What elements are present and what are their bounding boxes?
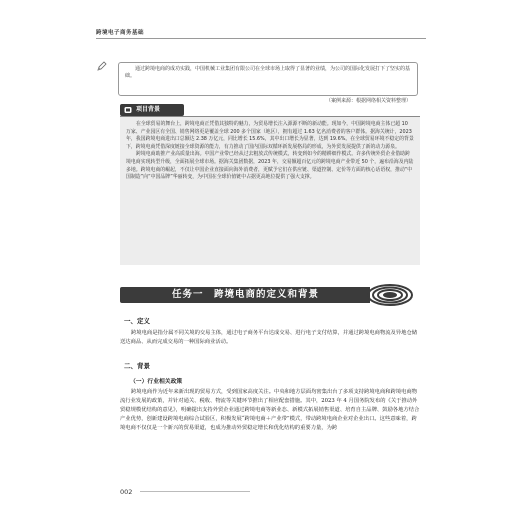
project-background-badge [120, 104, 184, 116]
policy-paragraph: 跨境电商作为近年来新出现的贸易方式，受到国家高度关注。中央和地方层面均密集出台了多项支持跨境电商和跨境电商物流行业发展的政策，并针对通关、税收、物流等关键环节推出了相应配套措施。其中，2023 年 4 月国务院发布的《关于推动外贸稳规模优结构的意见》，明确提出支持外贸企业通过跨境电商等新业态、新模式拓展销售渠道、培育自主品牌、鼓励各地方结合产业优势，创新建设跨境电商综合试验区，积极发展“跨境电商＋产业带”模式，带动跨境电商企业对企业出口。这些意味着，跨境电商不仅仅是一个新兴的贸易渠道，也成为推动外贸稳定增长和优化结构的重要力量，为跨 [120, 389, 420, 431]
case-quote-text: 通过跨境电商的成功实践，中国机械工业集团有限公司在全球市场上取得了显著的业绩，为公司的国际化发展打下了坚实的基础。 [125, 66, 411, 79]
page-number: 002 [120, 488, 133, 496]
background-paragraph: 在全球贸易的舞台上，跨境电商正凭借其独特的魅力，为贸易增长注入源源不断的新动能。现如今，中国跨境电商主体已超 10 万家、产业园区有全国、销售网络更是覆盖全球 200 多个国家（地区），拥有超过 1.63 亿名消费者的客户群体。据海关统计，2023 年，我国跨境电商进出口总额达 2.38 万亿元，同比增长 15.6%，其中出口增长为显著，达到 19.6%。在全球贸易环境不稳定的背景下，跨境电商凭借深度链接全球资源的能力，有力推动了国内国际双循环新发展格局的形成，为外贸发展提供了新的动力源泉。 [126, 121, 414, 150]
case-source: （案例来源：根据网络相关资料整理） [325, 98, 411, 104]
case-quote-box [118, 62, 418, 104]
badge-label: 项目背景 [136, 106, 161, 113]
flag-icon [124, 106, 132, 114]
section-heading-background: 二、背景 [124, 362, 150, 370]
header-rule [96, 38, 426, 39]
task-heading-bar [120, 283, 420, 305]
subsection-heading-policy: （一）行业相关政策 [130, 379, 183, 385]
background-paragraph: 跨境电商助推产业高质量出海。中国产业带已经从过去粗放式传统模式，转变到如今的精耕细作模式。许多传统外贸企业借助跨境电商实现转型升级，全面拓展全球市场。据海关集团数据，2023 年，交易额超百亿元的跨境电商产业带近 50 个，遍布沿海及内陆多地。跨境电商的崛起，不仅让中国企业直接面向海外消费者，更赋予它们在供应链、渠道控制、定价等方面的核心话语权，推动“中国制造”向“中国品牌”华丽转变，为中国在全球价值链中占据更高地位提供了强大支撑。 [126, 151, 414, 181]
project-background-panel [120, 116, 420, 265]
footer-rule [140, 491, 250, 492]
running-header [96, 28, 426, 42]
definition-paragraph: 跨境电商是指分属不同关境的交易主体，通过电子商务平台达成交易、进行电子支付结算，并通过跨境电商物流及异地仓储送达商品、从而完成交易的一种国际商业活动。 [120, 330, 418, 345]
series-title: 跨境电子商务基础 [96, 30, 145, 36]
spiral-decoration-icon [366, 283, 414, 307]
pencil-icon [96, 60, 108, 72]
task-title: 任务一 跨境电商的定义和背景 [172, 289, 320, 300]
section-heading-definition: 一、定义 [124, 317, 150, 325]
